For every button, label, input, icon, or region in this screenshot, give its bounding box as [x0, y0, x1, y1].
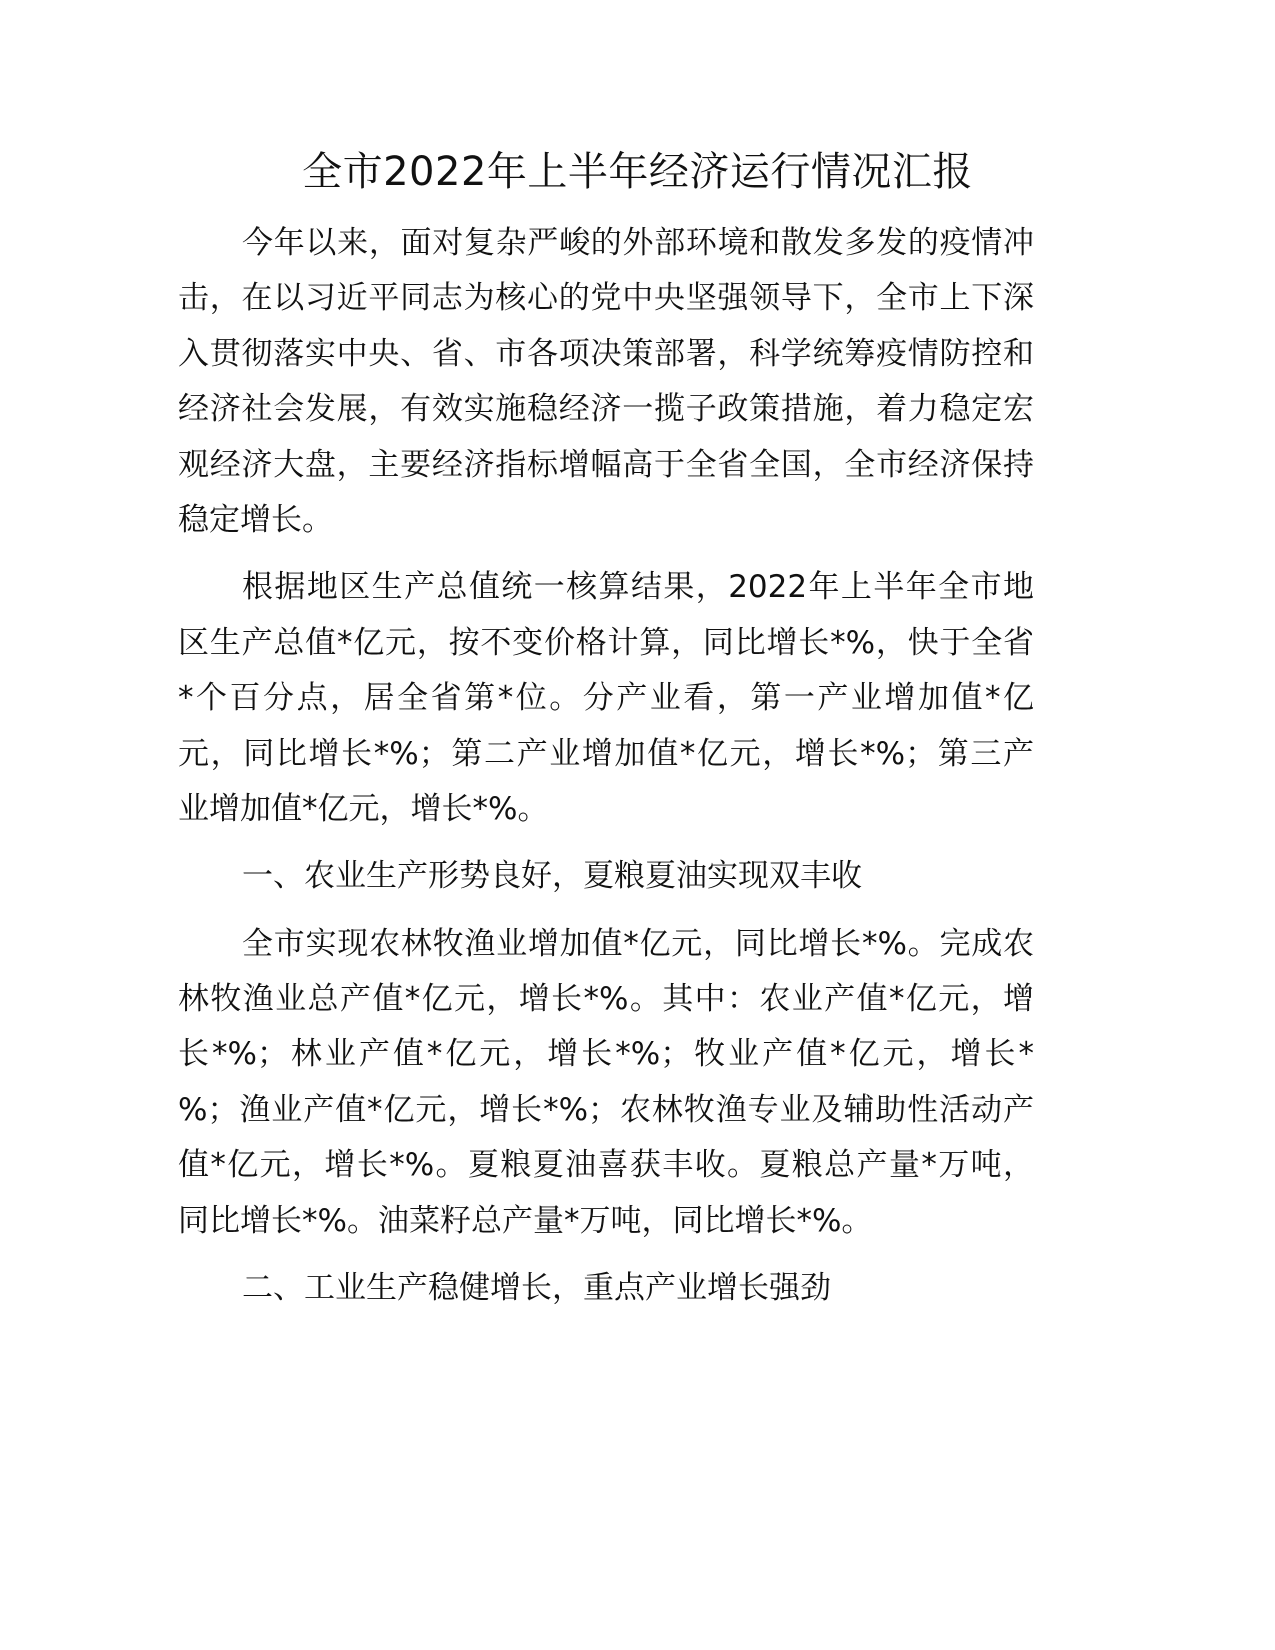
- text-line: 全市实现农林牧渔业增加值*亿元，同比增长*%。完成农: [242, 925, 1034, 962]
- paragraph: [178, 917, 1034, 1249]
- text-line: 一、农业生产形势良好，夏粮夏油实现双丰收: [242, 858, 862, 895]
- text-line: *个百分点，居全省第*位。分产业看，第一产业增加值*亿: [178, 680, 1034, 717]
- paragraph: [178, 560, 1034, 837]
- text-line: 业增加值*亿元，增长*%。: [178, 790, 549, 827]
- text-line: 经济社会发展，有效实施稳经济一揽子政策措施，着力稳定宏: [178, 391, 1034, 428]
- paragraph: [178, 216, 1034, 548]
- text-line: 观经济大盘，主要经济指标增幅高于全省全国，全市经济保持: [178, 446, 1034, 483]
- text-line: 入贯彻落实中央、省、市各项决策部署，科学统筹疫情防控和: [178, 335, 1034, 372]
- text-line: 二、工业生产稳健增长，重点产业增长强劲: [242, 1270, 831, 1307]
- section-heading: [178, 1261, 1034, 1316]
- text-line: %；渔业产值*亿元，增长*%；农林牧渔专业及辅助性活动产: [178, 1091, 1034, 1128]
- text-line: 值*亿元，增长*%。夏粮夏油喜获丰收。夏粮总产量*万吨，: [178, 1147, 1034, 1184]
- text-line: 元，同比增长*%；第二产业增加值*亿元，增长*%；第三产: [178, 735, 1034, 772]
- section-heading: [178, 849, 1034, 904]
- text-line: 区生产总值*亿元，按不变价格计算，同比增长*%，快于全省: [178, 624, 1034, 661]
- document-title: 全市2022年上半年经济运行情况汇报: [302, 149, 973, 195]
- text-line: 同比增长*%。油菜籽总产量*万吨，同比增长*%。: [178, 1202, 873, 1239]
- text-line: 今年以来，面对复杂严峻的外部环境和散发多发的疫情冲: [242, 225, 1034, 261]
- text-line: 击，在以习近平同志为核心的党中央坚强领导下，全市上下深: [178, 280, 1034, 317]
- text-line: 长*%；林业产值*亿元，增长*%；牧业产值*亿元，增长*: [178, 1036, 1034, 1073]
- text-line: 林牧渔业总产值*亿元，增长*%。其中：农业产值*亿元，增: [178, 981, 1034, 1018]
- text-line: 稳定增长。: [178, 501, 333, 538]
- document-body: [178, 216, 1034, 1328]
- text-line: 根据地区生产总值统一核算结果，2022年上半年全市地: [242, 569, 1034, 606]
